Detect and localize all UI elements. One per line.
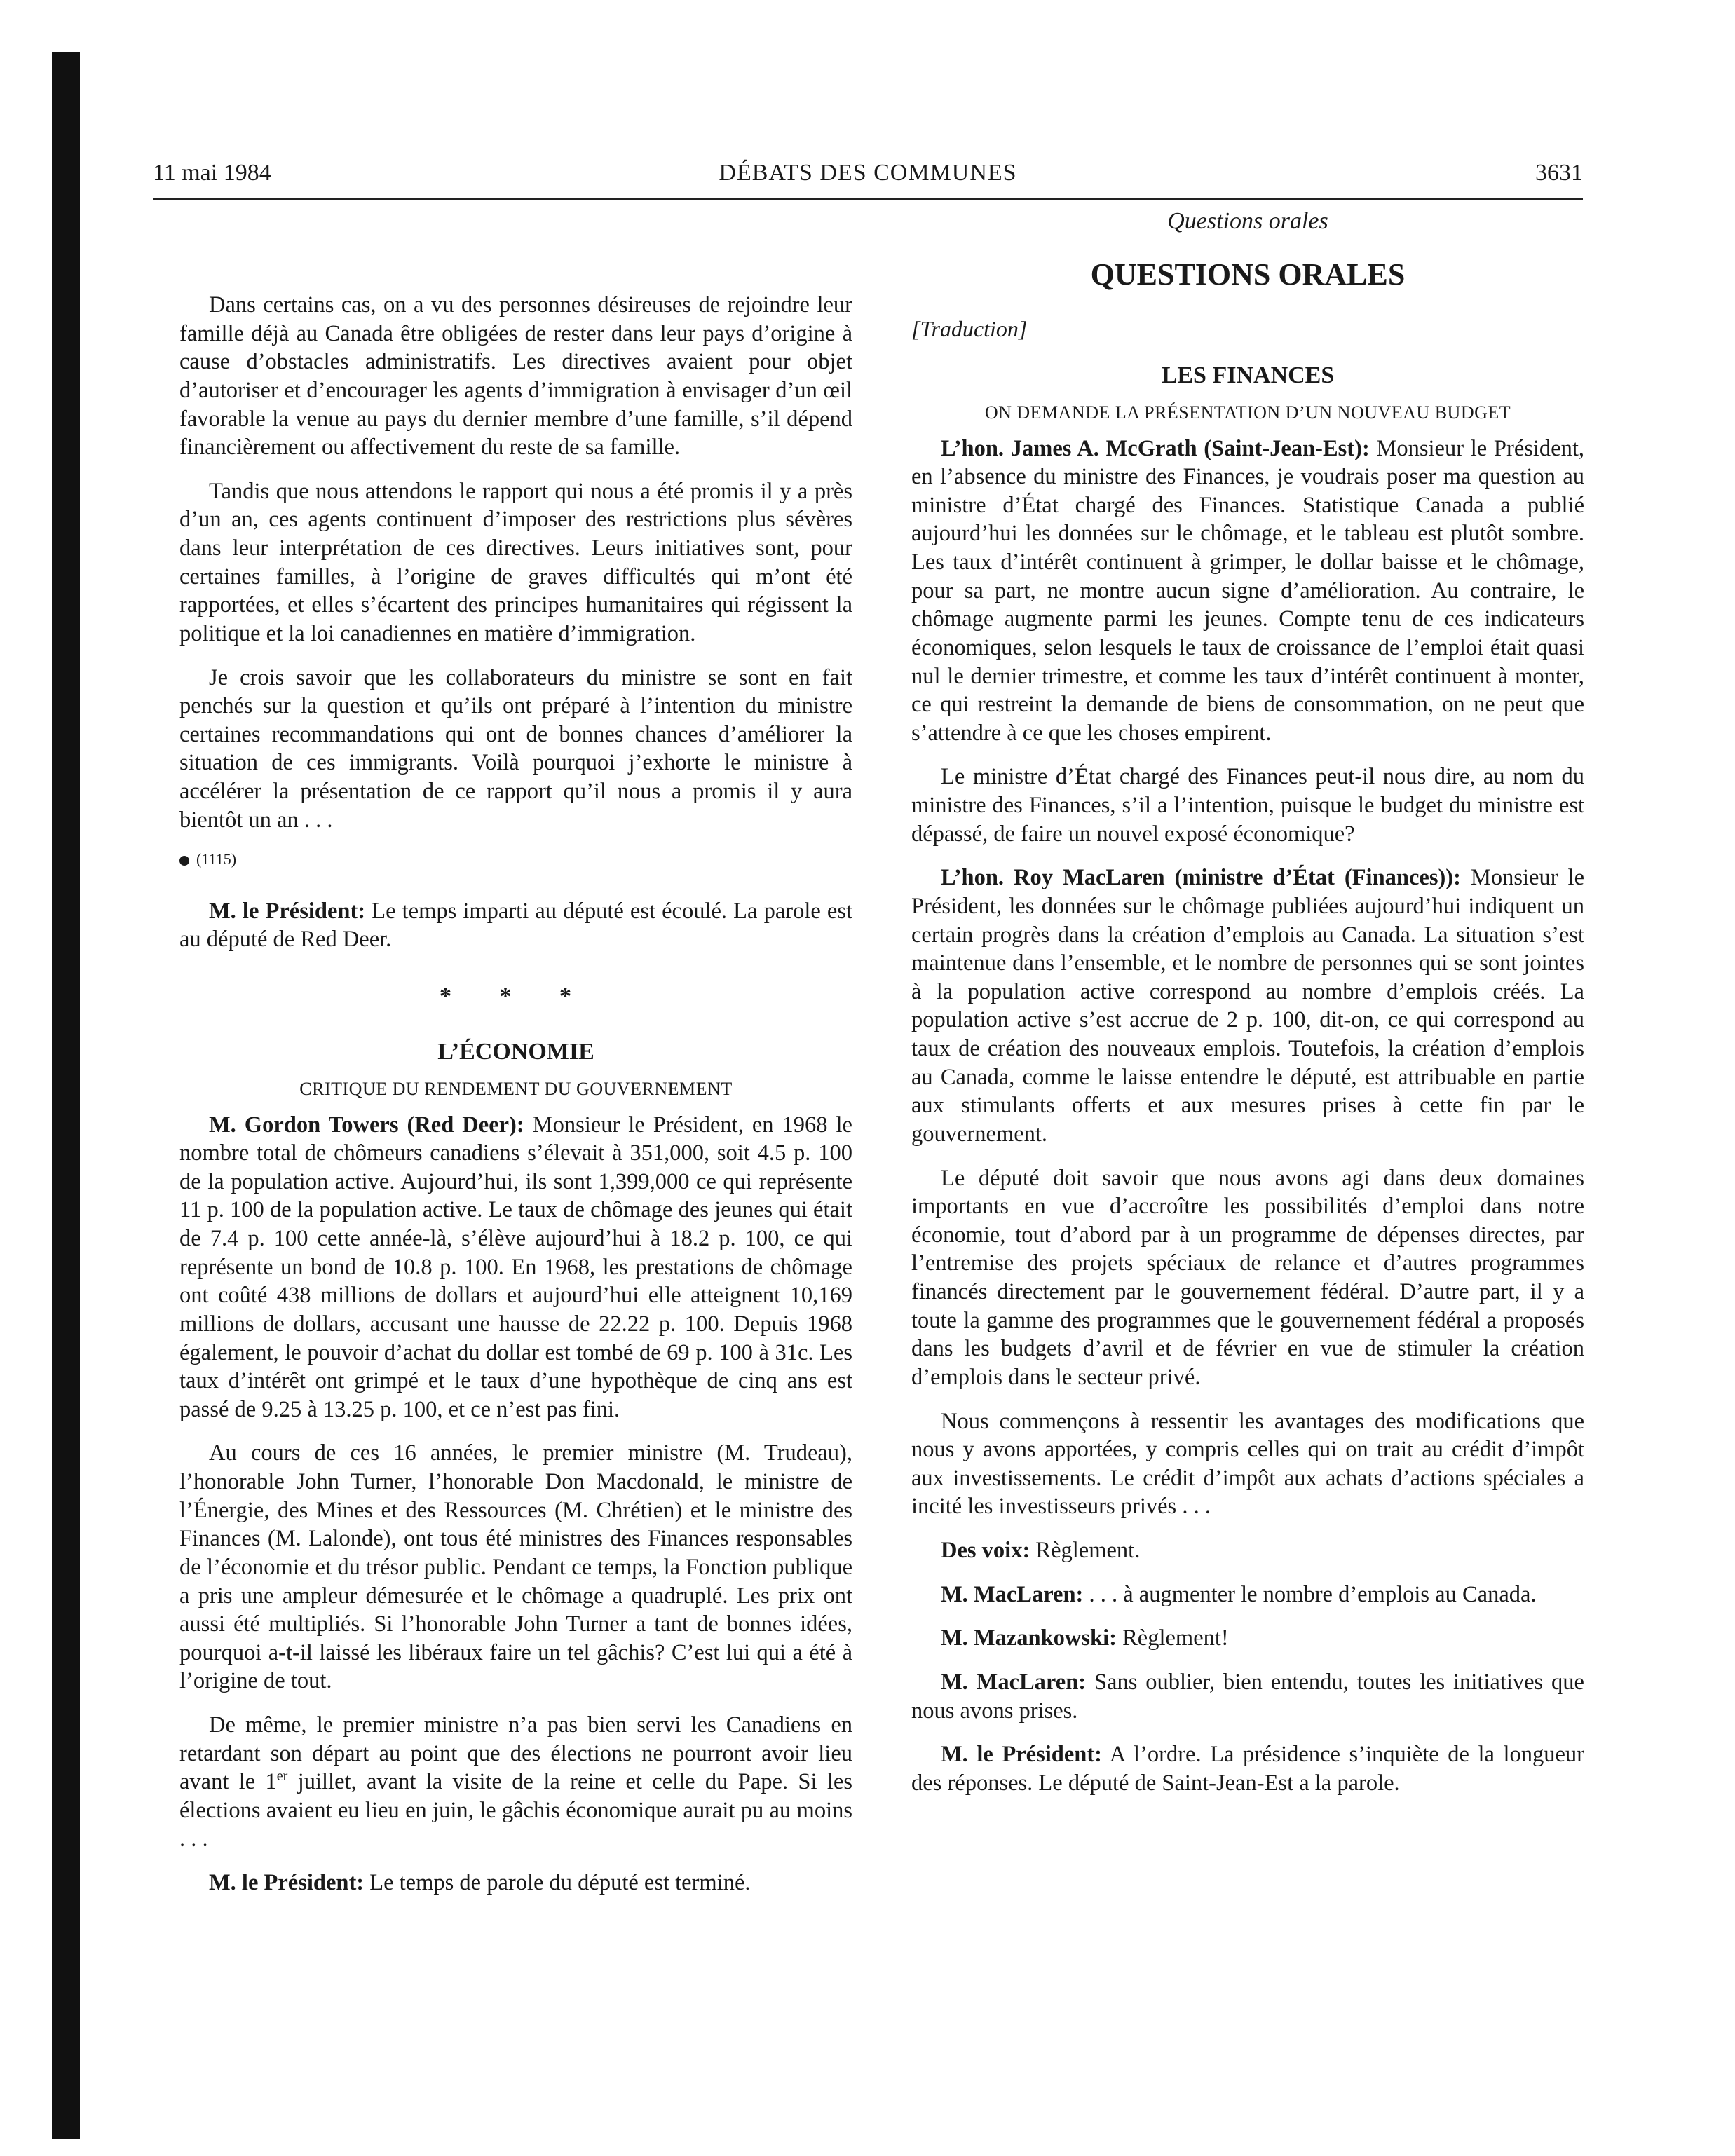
speech-text: Monsieur le Président, en l’absence du ministre des Finances, je voudrais poser ma question au ministre d’État chargé des Finances. Statistique Canada a publié aujourd’hui les données sur le chômage, et le tableau est plutôt sombre. Les taux d’intérêt continuent à grimper, le dollar baisse et le chômage, pour sa part, ne montre aucun signe d’amélioration. Au contraire, le chômage augmente parmi les jeunes. Compte tenu de ces indicateurs économiques, selon lesquels le taux de croissance de l’emploi était quasi nul le dernier trimestre, et comme les taux d’intérêt continuent à monter, ce qui restreint la demande de biens de consommation, on ne peut que s’attendre à ce que les choses empirent. — [911, 435, 1584, 746]
header-page-number: 3631 — [1535, 160, 1583, 186]
speech-text: Monsieur le Président, les données sur le chômage publiées aujourd’hui indiquent un certain progrès dans la création d’emplois au Canada. La situation s’est maintenue dans l’ensemble, et le nombre de personnes qui se sont jointes à la population active correspond au nombre d’emplois créés. La population active s’est accrue de 2 p. 100, dit-on, ce qui correspond au taux de création des nouveaux emplois. Toutefois, la création d’emplois au Canada, comme le laisse entendre le député, est attribuable en partie aux stimulants offerts et aux mesures prises à cette fin par le gouvernement. — [911, 865, 1585, 1147]
superscript: er — [276, 1768, 288, 1785]
document-page — [153, 160, 1585, 1896]
paragraph: Tandis que nous attendons le rapport qui nous a été promis il y a près d’un an, ces agents continuent d’imposer des restrictions plus sévères dans leur interprétation de ces directives. Leurs initiatives sont, pour certaines familles, à l’origine de graves difficultés qui m’ont été rapportées, et elles s’écartent des principes humanitaires qui régissent la politique et la loi canadiennes en matière d’immigration. — [179, 478, 852, 646]
speaker-name: M. le Président: — [209, 898, 366, 924]
speech-paragraph — [911, 864, 1584, 1148]
speech-text: A l’ordre. La présidence s’inquiète de la longueur des réponses. Le député de Saint-Jean-Est a la parole. — [911, 1742, 1585, 1796]
main-title: QUESTIONS ORALES — [1090, 257, 1406, 292]
speaker-name: M. Gordon Towers (Red Deer): — [209, 1112, 524, 1138]
speech-text: Règlement! — [1116, 1625, 1229, 1651]
speech-paragraph — [179, 1869, 852, 1897]
speech-paragraph — [911, 1536, 1584, 1565]
section-separator: * * * — [440, 983, 592, 1009]
speech-text: Le temps de parole du député est terminé. — [364, 1870, 751, 1896]
speaker-name: Des voix: — [941, 1538, 1030, 1563]
paragraph: Nous commençons à ressentir les avantages des modifications que nous y avons apportées, y compris celles qui on trait au crédit d’impôt aux investissements. Le crédit d’impôt aux achats d’actions spéciales a incité les investisseurs privés . . . — [911, 1408, 1584, 1520]
rubric: Questions orales — [1167, 208, 1328, 234]
speech-paragraph — [911, 435, 1584, 748]
section-subtitle: ON DEMANDE LA PRÉSENTATION D’UN NOUVEAU BUDGET — [984, 402, 1511, 423]
section-subtitle: CRITIQUE DU RENDEMENT DU GOUVERNEMENT — [299, 1079, 733, 1099]
speech-text: . . . à augmenter le nombre d’emplois au Canada. — [1083, 1581, 1537, 1607]
speech-text: Sans oublier, bien entendu, toutes les initiatives que nous avons prises. — [911, 1669, 1584, 1724]
speech-paragraph — [911, 1668, 1584, 1725]
paragraph: Je crois savoir que les collaborateurs du ministre se sont en fait penchés sur la question et qu’ils ont préparé à l’intention du ministre certaines recommandations qui ont de bonnes chances d’améliorer la situation de ces immigrants. Voilà pourquoi j’exhorte le ministre à accélérer la présentation de ce rapport qu’il nous a promis il y aura bientôt un an . . . — [179, 664, 852, 833]
time-marker — [179, 850, 852, 869]
speech-text: Règlement. — [1030, 1538, 1141, 1563]
time-marker-text: (1115) — [196, 850, 237, 868]
speech-paragraph — [911, 1624, 1584, 1653]
speech-paragraph — [911, 1740, 1584, 1797]
speech-paragraph — [911, 1581, 1584, 1609]
header-date: 11 mai 1984 — [153, 160, 271, 186]
speech-paragraph — [179, 897, 852, 954]
running-header — [153, 160, 1583, 200]
section-title: L’ÉCONOMIE — [437, 1038, 594, 1065]
paragraph: Dans certains cas, on a vu des personnes désireuses de rejoindre leur famille déjà au Canada être obligées de rester dans leur pays d’origine à cause d’obstacles administratifs. Les directives avaient pour objet d’autoriser et d’encourager les agents d’immigration à envisager d’un œil favorable la venue au pays du dernier membre d’une famille, s’il dépend financièrement ou affectivement du reste de sa famille. — [179, 292, 852, 460]
section-title: LES FINANCES — [1161, 362, 1335, 388]
speaker-name: L’hon. Roy MacLaren (ministre d’État (Finances)): — [941, 865, 1461, 891]
paragraph: Au cours de ces 16 années, le premier ministre (M. Trudeau), l’honorable John Turner, l’honorable Don Macdonald, le ministre de l’Énergie, des Mines et des Ressources (M. Chrétien) et le ministre des Finances (M. Lalonde), ont tous été ministres des Finances responsables de l’économie et du trésor public. Pendant ce temps, la Fonction publique a pris une ampleur démesurée et le chômage a quadruplé. Les prix ont aussi été multipliés. Si l’honorable John Turner a tant de bonnes idées, pourquoi a-t-il laissé les libéraux faire un tel gâchis? C’est lui qui a été à l’origine de tout. — [179, 1440, 852, 1694]
speaker-name: L’hon. James A. McGrath (Saint-Jean-Est): — [941, 435, 1370, 461]
speaker-name: M. le Président: — [941, 1742, 1102, 1768]
translation-note: [Traduction] — [911, 315, 1028, 341]
speaker-name: M. le Président: — [209, 1870, 365, 1896]
left-column — [179, 291, 852, 1913]
bullet-icon — [179, 856, 189, 866]
speech-text: Monsieur le Président, en 1968 le nombre total de chômeurs canadiens s’élevait à 351,000, soit 4.5 p. 100 de la population active. Aujourd’hui, ils sont 1,399,000 ce qui représente 11 p. 100 de la population active. Le taux de chômage des jeunes qui était de 7.4 p. 100 cette année-là, s’élève aujourd’hui à 18.2 p. 100, ce qui représente un bond de 10.8 p. 100. En 1968, les prestations de chômage ont coûté 438 millions de dollars et aujourd’hui elle atteignent 10,169 millions de dollars, accusant une hausse de 22.22 p. 100. Depuis 1968 également, le pouvoir d’achat du dollar est tombé de 69 p. 100 à 31c. Les taux d’intérêt ont grimpé et le taux d’une hypothèque de cinq ans est passé de 9.25 à 13.25 p. 100, et ce n’est pas fini. — [179, 1112, 852, 1422]
paragraph-text: De même, le premier ministre n’a pas bien servi les Canadiens en retardant son départ au point que des élections ne pourront avoir lieu avant le 1 — [179, 1712, 852, 1795]
paragraph: Le ministre d’État chargé des Finances peut-il nous dire, au nom du ministre des Finances, s’il a l’intention, puisque le budget du ministre est dépassé, de faire un nouvel exposé économique? — [911, 764, 1584, 847]
speaker-name: M. Mazankowski: — [941, 1625, 1117, 1651]
speaker-name: M. MacLaren: — [941, 1581, 1084, 1607]
speech-paragraph — [179, 1111, 852, 1424]
paragraph: Le député doit savoir que nous avons agi dans deux domaines importants en vue d’accroître les possibilités d’emploi dans notre économie, tout d’abord par à un programme de dépenses directes, par l’entremise des projets spéciaux de relance et d’autres programmes financés directement par le gouvernement fédéral. D’autre part, il y a toute la gamme des programmes que le gouvernement fédéral a proposés dans les budgets d’avril et de février en vue de stimuler la création d’emplois dans le secteur privé. — [911, 1165, 1584, 1390]
right-column — [911, 207, 1584, 1813]
speech-text: Le temps imparti au député est écoulé. La parole est au député de Red Deer. — [179, 898, 853, 953]
paragraph-text: juillet, avant la visite de la reine et celle du Pape. Si les élections avaient eu lieu en juin, le gâchis économique aurait pu au moins . . . — [179, 1769, 852, 1852]
speaker-name: M. MacLaren: — [941, 1669, 1087, 1695]
scan-border — [52, 52, 80, 2139]
header-title: DÉBATS DES COMMUNES — [719, 160, 1017, 186]
paragraph — [179, 1711, 852, 1853]
